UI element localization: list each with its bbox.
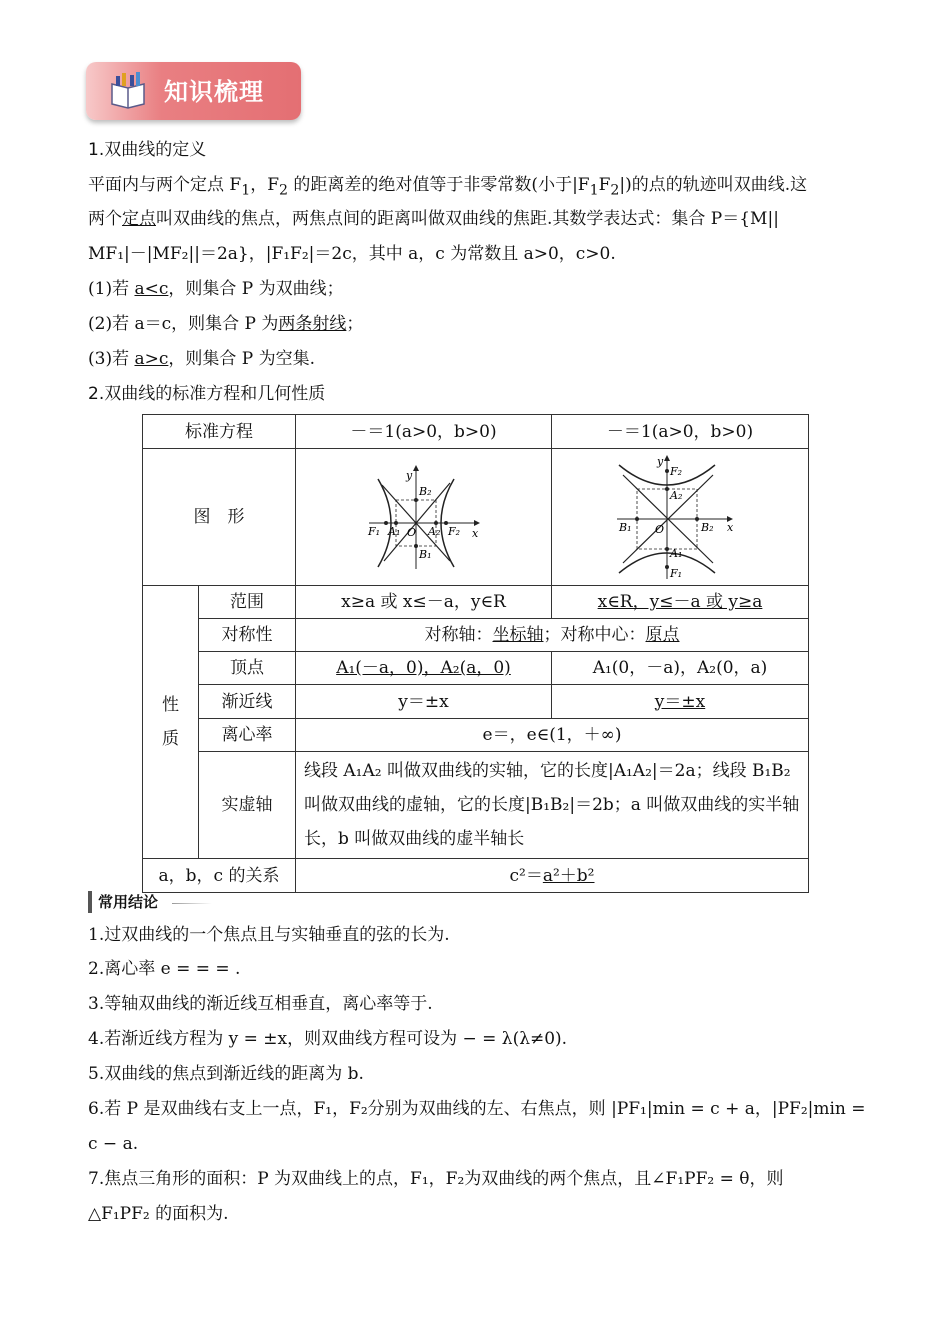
asymptote-y: y＝±x	[552, 685, 809, 719]
range-y: x∈R，y≤－a 或 y≥a	[552, 586, 809, 619]
symmetry-label: 对称性	[199, 619, 296, 652]
fig1-label-f1: F₁	[367, 525, 380, 538]
definition-line-2: 两个定点叫双曲线的焦点，两焦点间的距离叫做双曲线的焦距.其数学表达式：集合 P＝{M||	[88, 209, 779, 229]
fig2-label-a2: A₂	[670, 489, 683, 502]
range-x: x≥a 或 x≤－a，y∈R	[296, 586, 552, 619]
fig2-label-b1: B₁	[619, 521, 632, 534]
fig1-label-f2: F₂	[447, 525, 460, 538]
vertex-label: 顶点	[199, 652, 296, 685]
hyperbola-x-figure	[364, 461, 484, 573]
fig2-label-b2: B₂	[701, 521, 714, 534]
conclusion-1: 1.过双曲线的一个焦点且与实轴垂直的弦的长为.	[88, 925, 450, 945]
eccentricity-label: 离心率	[199, 719, 296, 752]
header-standard-equation: 标准方程	[143, 415, 296, 449]
vertex-y: A₁(0，－a)，A₂(0，a)	[552, 652, 809, 685]
fig1-label-b1: B₁	[418, 548, 431, 561]
axes-description: 线段 A₁A₂ 叫做双曲线的实轴，它的长度|A₁A₂|＝2a；线段 B₁B₂ 叫做双曲线的虚轴，它的长度|B₁B₂|＝2b；a 叫做双曲线的实半轴长，b 叫做双曲线的虚半轴长	[296, 752, 809, 859]
eccentricity-value: e＝，e∈(1，＋∞)	[296, 719, 809, 752]
properties-heading: 2.双曲线的标准方程和几何性质	[88, 384, 326, 404]
axes-label: 实虚轴	[199, 752, 296, 859]
abc-relation-label: a，b，c 的关系	[143, 859, 296, 893]
definition-line-3: MF₁|－|MF₂||＝2a}，|F₁F₂|＝2c，其中 a，c 为常数且 a>0，c>0.	[88, 244, 616, 264]
case-2: (2)若 a＝c，则集合 P 为两条射线；	[88, 314, 364, 334]
fig2-label-f1: F₁	[670, 567, 683, 580]
conclusions-tag: 常用结论	[88, 891, 158, 913]
fig2-label-y: y	[657, 455, 664, 468]
fig1-label-a2: A₂	[427, 525, 440, 538]
conclusion-2: 2.离心率 e = = = .	[88, 959, 241, 979]
conclusion-5: 5.双曲线的焦点到渐近线的距离为 b.	[88, 1064, 364, 1084]
properties-label-char-2: 质	[162, 729, 179, 749]
conclusion-4: 4.若渐近线方程为 y = ±x，则双曲线方程可设为 − = λ(λ≠0).	[88, 1029, 568, 1049]
fig1-label-x: x	[471, 527, 478, 540]
fig2-label-a1: A₁	[670, 547, 683, 560]
header-equation-y: －＝1(a>0，b>0)	[552, 415, 809, 449]
fig1-label-b2: B₂	[418, 485, 431, 498]
tag-divider	[172, 903, 212, 904]
figure-cell-x	[296, 449, 552, 586]
conclusion-6-cont: c − a.	[88, 1134, 139, 1154]
hyperbola-y-figure	[615, 453, 745, 581]
conclusion-7-cont: △F₁PF₂ 的面积为.	[88, 1204, 229, 1224]
book-icon	[108, 70, 148, 110]
conclusion-7: 7.焦点三角形的面积：P 为双曲线上的点，F₁，F₂为双曲线的两个焦点，且∠F₁PF₂ = θ，则	[88, 1169, 784, 1189]
header-equation-x: －＝1(a>0，b>0)	[296, 415, 552, 449]
abc-relation-value: c²＝a²＋b²	[296, 859, 809, 893]
definition-heading: 1.双曲线的定义	[88, 140, 207, 160]
case-1: (1)若 a<c，则集合 P 为双曲线；	[88, 279, 344, 299]
asymptote-x: y＝±x	[296, 685, 552, 719]
asymptote-label: 渐近线	[199, 685, 296, 719]
properties-table	[142, 414, 809, 893]
vertex-x: A₁(－a，0)，A₂(a，0)	[296, 652, 552, 685]
figure-label: 图 形	[143, 449, 296, 586]
fig2-label-o: O	[655, 523, 665, 536]
banner-title: 知识梳理	[164, 78, 264, 106]
symmetry-value: 对称轴：坐标轴；对称中心：原点	[296, 619, 809, 652]
fig1-label-y: y	[405, 469, 412, 482]
conclusion-3: 3.等轴双曲线的渐近线互相垂直，离心率等于.	[88, 994, 433, 1014]
range-label: 范围	[199, 586, 296, 619]
figure-cell-y	[552, 449, 809, 586]
properties-label-char-1: 性	[162, 695, 179, 715]
properties-label	[143, 586, 199, 859]
conclusion-6: 6.若 P 是双曲线右支上一点，F₁，F₂分别为双曲线的左、右焦点，则 |PF₁|min = c + a，|PF₂|min =	[88, 1099, 866, 1119]
fig2-label-f2: F₂	[670, 465, 683, 478]
case-3: (3)若 a>c，则集合 P 为空集.	[88, 349, 316, 369]
fig1-label-a1: A₁	[387, 525, 400, 538]
fig1-label-o: O	[406, 526, 416, 539]
section-banner	[86, 62, 301, 120]
definition-line-1: 平面内与两个定点 $F_1$，$F_2$ 的距离差的绝对值等于非零常数(小于$|F_1F_2|$)的点的轨迹叫双曲线.这	[88, 175, 808, 199]
fig2-label-x: x	[727, 521, 734, 534]
